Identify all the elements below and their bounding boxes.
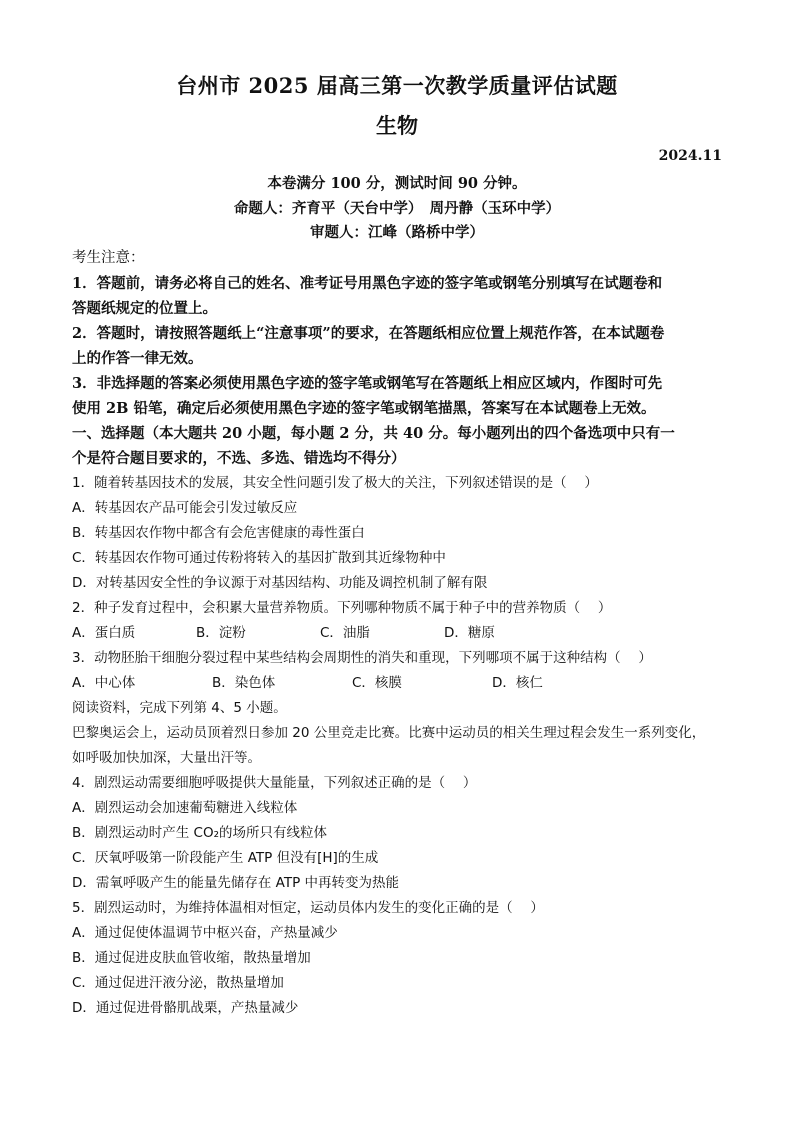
question-2-options — [72, 621, 734, 646]
subject-title: 生物 — [376, 113, 418, 138]
question-2-option-a: A．蛋白质 — [72, 625, 136, 641]
question-3-option-c: C．核膜 — [352, 675, 402, 691]
question-4-stem: 4．剧烈运动需要细胞呼吸提供大量能量，下列叙述正确的是（ ） — [72, 775, 477, 791]
notice-item-2-cont: 上的作答一律无效。 — [72, 350, 203, 367]
section-heading-cont: 个是符合题目要求的，不选、多选、错选均不得分） — [72, 450, 406, 467]
notice-item-3: 3．非选择题的答案必须使用黑色字迹的签字笔或钢笔写在答题纸上相应区域内，作图时可先 — [72, 375, 663, 392]
notice-item-3-cont: 使用 2B 铅笔，确定后必须使用黑色字迹的签字笔或钢笔描黑，答案写在本试题卷上无效。 — [72, 400, 656, 417]
section-heading: 一、选择题（本大题共 20 小题，每小题 2 分，共 40 分。每小题列出的四个备选项中只有一 — [72, 425, 675, 442]
authors-line: 命题人：齐育平（天台中学） 周丹静（玉环中学） — [233, 200, 561, 217]
question-4-option-a: A．剧烈运动会加速葡萄糖进入线粒体 — [72, 800, 298, 816]
reading-material: 巴黎奥运会上，运动员顶着烈日参加 20 公里竞走比赛。比赛中运动员的相关生理过程会发生一系列变化， — [72, 725, 706, 741]
question-5-option-a: A．通过促使体温调节中枢兴奋，产热量减少 — [72, 925, 338, 941]
question-2-option-d: D．糖原 — [444, 625, 495, 641]
question-2-option-c: C．油脂 — [320, 625, 370, 641]
notice-heading: 考生注意： — [72, 250, 145, 266]
question-5-option-d: D．通过促进骨骼肌战栗，产热量减少 — [72, 1000, 299, 1016]
question-3-option-d: D．核仁 — [492, 675, 543, 691]
exam-title: 台州市 2025 届高三第一次教学质量评估试题 — [176, 73, 618, 98]
question-5-option-c: C．通过促进汗液分泌，散热量增加 — [72, 975, 284, 991]
exam-date: 2024.11 — [658, 148, 722, 164]
reading-intro: 阅读资料，完成下列第 4、5 小题。 — [72, 700, 287, 716]
question-1-option-b: B．转基因农作物中都含有会危害健康的毒性蛋白 — [72, 525, 365, 541]
question-1-option-a: A．转基因农产品可能会引发过敏反应 — [72, 500, 298, 516]
question-4-option-d: D．需氧呼吸产生的能量先储存在 ATP 中再转变为热能 — [72, 875, 400, 891]
question-2-stem: 2．种子发育过程中，会积累大量营养物质。下列哪种物质不属于种子中的营养物质（ ） — [72, 600, 612, 616]
question-5-option-b: B．通过促进皮肤血管收缩，散热量增加 — [72, 950, 311, 966]
question-3-option-b: B．染色体 — [212, 675, 276, 691]
question-1-stem: 1．随着转基因技术的发展，其安全性问题引发了极大的关注，下列叙述错误的是（ ） — [72, 475, 598, 491]
question-3-stem: 3．动物胚胎干细胞分裂过程中某些结构会周期性的消失和重现，下列哪项不属于这种结构（ ） — [72, 650, 652, 666]
reading-material-cont: 如呼吸加快加深，大量出汗等。 — [72, 750, 261, 766]
question-3-options — [72, 671, 734, 696]
question-2-option-b: B．淀粉 — [196, 625, 246, 641]
question-4-option-c: C．厌氧呼吸第一阶段能产生 ATP 但没有[H]的生成 — [72, 850, 379, 866]
score-time-line: 本卷满分 100 分，测试时间 90 分钟。 — [267, 175, 527, 192]
question-1-option-c: C．转基因农作物可通过传粉将转入的基因扩散到其近缘物种中 — [72, 550, 446, 566]
question-4-option-b: B．剧烈运动时产生 CO₂的场所只有线粒体 — [72, 825, 328, 841]
reviewer-line: 审题人：江峰（路桥中学） — [310, 224, 484, 241]
question-1-option-d: D．对转基因安全性的争议源于对基因结构、功能及调控机制了解有限 — [72, 575, 488, 591]
question-5-stem: 5．剧烈运动时，为维持体温相对恒定，运动员体内发生的变化正确的是（ ） — [72, 900, 544, 916]
exam-body — [72, 246, 734, 1021]
notice-item-1-cont: 答题纸规定的位置上。 — [72, 300, 217, 317]
notice-item-2: 2．答题时，请按照答题纸上“注意事项”的要求，在答题纸相应位置上规范作答，在本试题卷 — [72, 325, 665, 342]
question-3-option-a: A．中心体 — [72, 675, 136, 691]
notice-item-1: 1．答题前，请务必将自己的姓名、准考证号用黑色字迹的签字笔或钢笔分别填写在试题卷和 — [72, 275, 663, 292]
